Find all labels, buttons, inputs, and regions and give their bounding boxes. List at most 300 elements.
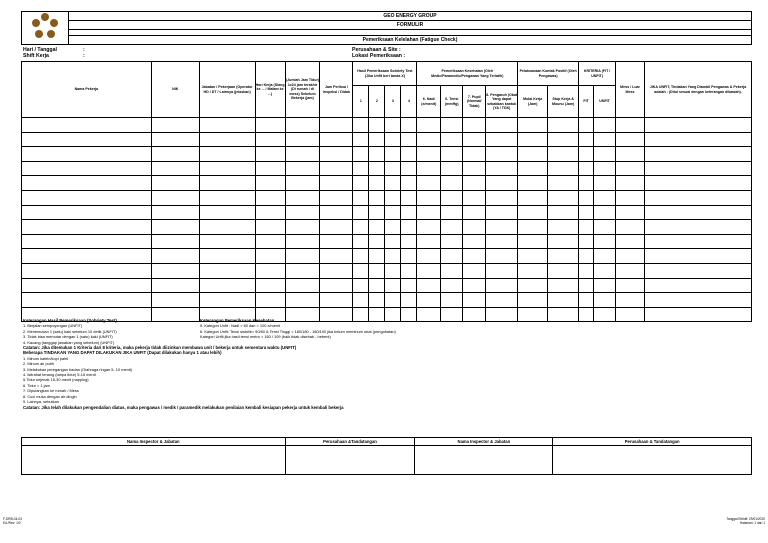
table-cell[interactable] — [255, 190, 285, 205]
table-cell[interactable] — [151, 190, 199, 205]
table-cell[interactable] — [645, 249, 752, 264]
table-cell[interactable] — [463, 118, 486, 133]
table-cell[interactable] — [369, 147, 385, 162]
table-cell[interactable] — [616, 147, 645, 162]
table-cell[interactable] — [151, 263, 199, 278]
sig-field[interactable] — [285, 446, 415, 475]
table-cell[interactable] — [285, 176, 320, 191]
table-cell[interactable] — [320, 147, 353, 162]
table-cell[interactable] — [151, 205, 199, 220]
table-cell[interactable] — [417, 205, 441, 220]
table-cell[interactable] — [353, 249, 369, 264]
notes-kesehatan-3: Kategori Unfit jika hasil tensi metro > 160 / 109 (baik tidak disebab - hebent) — [200, 334, 331, 340]
table-cell[interactable] — [385, 220, 401, 235]
fatigue-table — [21, 61, 752, 322]
table-cell[interactable] — [401, 293, 417, 308]
table-cell[interactable] — [22, 205, 152, 220]
table-cell[interactable] — [463, 263, 486, 278]
table-cell[interactable] — [548, 118, 579, 133]
table-cell[interactable] — [463, 132, 486, 147]
table-cell[interactable] — [385, 249, 401, 264]
table-cell[interactable] — [441, 190, 463, 205]
table-cell[interactable] — [385, 278, 401, 293]
table-cell[interactable] — [441, 205, 463, 220]
table-cell[interactable] — [369, 220, 385, 235]
table-cell[interactable] — [441, 118, 463, 133]
table-cell[interactable] — [255, 205, 285, 220]
table-cell[interactable] — [441, 161, 463, 176]
table-cell[interactable] — [486, 278, 518, 293]
table-cell[interactable] — [401, 234, 417, 249]
table-cell[interactable] — [645, 161, 752, 176]
table-cell[interactable] — [320, 278, 353, 293]
table-cell[interactable] — [22, 278, 152, 293]
table-cell[interactable] — [518, 147, 548, 162]
table-cell[interactable] — [417, 176, 441, 191]
col-nama: Nama Pekerja — [22, 62, 152, 118]
table-cell[interactable] — [417, 190, 441, 205]
table-cell[interactable] — [441, 234, 463, 249]
table-cell[interactable] — [594, 161, 616, 176]
company-logo-icon — [30, 12, 60, 42]
table-cell[interactable] — [616, 205, 645, 220]
table-cell[interactable] — [548, 132, 579, 147]
table-cell[interactable] — [320, 234, 353, 249]
table-cell[interactable] — [151, 220, 199, 235]
table-cell[interactable] — [417, 118, 441, 133]
table-cell[interactable] — [385, 147, 401, 162]
table-cell[interactable] — [579, 263, 594, 278]
table-cell[interactable] — [22, 161, 152, 176]
table-cell[interactable] — [518, 278, 548, 293]
table-cell[interactable] — [594, 132, 616, 147]
table-cell[interactable] — [417, 132, 441, 147]
table-cell[interactable] — [199, 161, 255, 176]
table-cell[interactable] — [255, 118, 285, 133]
table-cell[interactable] — [616, 307, 645, 322]
table-cell[interactable] — [518, 118, 548, 133]
table-cell[interactable] — [548, 190, 579, 205]
table-cell[interactable] — [486, 249, 518, 264]
table-cell[interactable] — [463, 176, 486, 191]
table-cell[interactable] — [616, 293, 645, 308]
info-right — [352, 47, 405, 59]
table-cell[interactable] — [255, 132, 285, 147]
table-cell[interactable] — [594, 234, 616, 249]
table-cell[interactable] — [385, 205, 401, 220]
table-row — [22, 278, 752, 293]
table-cell[interactable] — [594, 118, 616, 133]
table-cell[interactable] — [463, 147, 486, 162]
table-cell[interactable] — [199, 249, 255, 264]
table-cell[interactable] — [353, 118, 369, 133]
notes-sobriety-4: 4. Kacang (tanggap jawaban yang sebelum) (UNFIT) — [23, 339, 115, 345]
table-cell[interactable] — [385, 132, 401, 147]
table-cell[interactable] — [594, 307, 616, 322]
table-cell[interactable] — [22, 190, 152, 205]
table-cell[interactable] — [463, 161, 486, 176]
table-cell[interactable] — [151, 132, 199, 147]
table-cell[interactable] — [486, 234, 518, 249]
table-cell[interactable] — [645, 118, 752, 133]
table-cell[interactable] — [385, 293, 401, 308]
table-cell[interactable] — [645, 220, 752, 235]
table-cell[interactable] — [579, 190, 594, 205]
table-cell[interactable] — [320, 118, 353, 133]
table-cell[interactable] — [22, 293, 152, 308]
table-cell[interactable] — [22, 118, 152, 133]
table-row — [22, 132, 752, 147]
table-cell[interactable] — [255, 249, 285, 264]
kes-obat: 8. Pengaruh (Obat Yang dapat sebabkan kantuk (YA / TDK) — [486, 86, 518, 118]
table-cell[interactable] — [22, 220, 152, 235]
table-cell[interactable] — [486, 132, 518, 147]
table-cell[interactable] — [369, 234, 385, 249]
table-cell[interactable] — [369, 293, 385, 308]
table-cell[interactable] — [353, 147, 369, 162]
table-cell[interactable] — [579, 307, 594, 322]
table-cell[interactable] — [199, 132, 255, 147]
table-cell[interactable] — [353, 176, 369, 191]
table-cell[interactable] — [369, 132, 385, 147]
table-cell[interactable] — [151, 118, 199, 133]
table-cell[interactable] — [579, 293, 594, 308]
table-cell[interactable] — [579, 205, 594, 220]
table-cell[interactable] — [645, 263, 752, 278]
table-cell[interactable] — [518, 263, 548, 278]
table-cell[interactable] — [441, 132, 463, 147]
table-cell[interactable] — [401, 278, 417, 293]
table-cell[interactable] — [616, 263, 645, 278]
table-cell[interactable] — [594, 293, 616, 308]
table-cell[interactable] — [369, 161, 385, 176]
notes-right — [200, 318, 530, 340]
table-cell[interactable] — [199, 118, 255, 133]
table-cell[interactable] — [199, 293, 255, 308]
table-cell[interactable] — [151, 278, 199, 293]
table-cell[interactable] — [285, 234, 320, 249]
table-cell[interactable] — [369, 249, 385, 264]
table-cell[interactable] — [151, 234, 199, 249]
table-cell[interactable] — [255, 220, 285, 235]
table-cell[interactable] — [548, 176, 579, 191]
table-cell[interactable] — [645, 132, 752, 147]
table-cell[interactable] — [579, 147, 594, 162]
kontak-stop: Stop Kerja & Mounu (Jam) — [548, 86, 579, 118]
table-cell[interactable] — [579, 132, 594, 147]
table-cell[interactable] — [463, 249, 486, 264]
table-cell[interactable] — [369, 118, 385, 133]
table-cell[interactable] — [401, 249, 417, 264]
info-shift-label: Shift Kerja — [23, 53, 49, 59]
table-cell[interactable] — [579, 176, 594, 191]
table-cell[interactable] — [401, 118, 417, 133]
table-cell[interactable] — [285, 190, 320, 205]
sig-field[interactable] — [22, 446, 286, 475]
table-cell[interactable] — [385, 118, 401, 133]
table-cell[interactable] — [369, 205, 385, 220]
table-cell[interactable] — [285, 249, 320, 264]
table-cell[interactable] — [594, 190, 616, 205]
table-cell[interactable] — [417, 161, 441, 176]
table-cell[interactable] — [548, 293, 579, 308]
table-cell[interactable] — [616, 278, 645, 293]
table-cell[interactable] — [199, 190, 255, 205]
table-cell[interactable] — [353, 263, 369, 278]
table-cell[interactable] — [385, 263, 401, 278]
table-cell[interactable] — [486, 205, 518, 220]
table-cell[interactable] — [385, 176, 401, 191]
table-cell[interactable] — [616, 249, 645, 264]
table-cell[interactable] — [616, 220, 645, 235]
table-cell[interactable] — [401, 263, 417, 278]
table-cell[interactable] — [401, 220, 417, 235]
table-cell[interactable] — [199, 278, 255, 293]
table-cell[interactable] — [285, 161, 320, 176]
table-cell[interactable] — [385, 190, 401, 205]
table-cell[interactable] — [151, 176, 199, 191]
table-cell[interactable] — [594, 147, 616, 162]
table-cell[interactable] — [151, 147, 199, 162]
table-cell[interactable] — [401, 205, 417, 220]
table-cell[interactable] — [616, 176, 645, 191]
table-cell[interactable] — [518, 205, 548, 220]
table-cell[interactable] — [594, 205, 616, 220]
table-cell[interactable] — [518, 132, 548, 147]
table-cell[interactable] — [369, 263, 385, 278]
table-cell[interactable] — [441, 263, 463, 278]
table-cell[interactable] — [255, 278, 285, 293]
table-cell[interactable] — [285, 132, 320, 147]
table-cell[interactable] — [22, 147, 152, 162]
table-cell[interactable] — [22, 234, 152, 249]
table-cell[interactable] — [320, 249, 353, 264]
table-cell[interactable] — [320, 176, 353, 191]
table-cell[interactable] — [548, 234, 579, 249]
table-cell[interactable] — [320, 220, 353, 235]
table-row — [22, 293, 752, 308]
table-cell[interactable] — [369, 176, 385, 191]
table-cell[interactable] — [369, 278, 385, 293]
table-cell[interactable] — [518, 293, 548, 308]
table-cell[interactable] — [285, 220, 320, 235]
table-cell[interactable] — [579, 249, 594, 264]
table-cell[interactable] — [353, 205, 369, 220]
table-cell[interactable] — [645, 307, 752, 322]
table-cell[interactable] — [645, 147, 752, 162]
table-cell[interactable] — [594, 220, 616, 235]
table-cell[interactable] — [320, 205, 353, 220]
table-cell[interactable] — [151, 249, 199, 264]
table-cell[interactable] — [579, 220, 594, 235]
col-kesehatan: Pemeriksaan Kesehatan (Oleh Medic/Paramedic/Pengawas Yang Terlatih) — [417, 62, 518, 86]
table-cell[interactable] — [199, 176, 255, 191]
table-cell[interactable] — [548, 278, 579, 293]
table-cell[interactable] — [401, 176, 417, 191]
table-cell[interactable] — [441, 278, 463, 293]
footer-effective-date: Tanggal Efektif: 29/01/2020 — [726, 517, 765, 521]
table-cell[interactable] — [463, 278, 486, 293]
table-cell[interactable] — [616, 118, 645, 133]
table-cell[interactable] — [518, 234, 548, 249]
table-cell[interactable] — [616, 161, 645, 176]
table-cell[interactable] — [417, 220, 441, 235]
table-cell[interactable] — [441, 147, 463, 162]
table-cell[interactable] — [255, 147, 285, 162]
table-cell[interactable] — [594, 176, 616, 191]
table-cell[interactable] — [579, 161, 594, 176]
table-cell[interactable] — [285, 205, 320, 220]
table-cell[interactable] — [518, 220, 548, 235]
table-body — [22, 118, 752, 322]
table-cell[interactable] — [441, 293, 463, 308]
table-cell[interactable] — [579, 234, 594, 249]
notes-sobriety-3: 3. Tidak bisa memutar dengan 1 (satu) kaki (UNFIT) — [23, 334, 113, 340]
table-cell[interactable] — [417, 234, 441, 249]
table-cell[interactable] — [385, 161, 401, 176]
table-cell[interactable] — [353, 234, 369, 249]
table-cell[interactable] — [463, 190, 486, 205]
table-cell[interactable] — [594, 263, 616, 278]
table-cell[interactable] — [199, 220, 255, 235]
table-cell[interactable] — [285, 147, 320, 162]
table-cell[interactable] — [518, 190, 548, 205]
table-cell[interactable] — [645, 205, 752, 220]
table-cell[interactable] — [645, 190, 752, 205]
table-cell[interactable] — [441, 249, 463, 264]
table-cell[interactable] — [151, 293, 199, 308]
table-cell[interactable] — [353, 132, 369, 147]
col-jabatan: Jabatan / Pekerjaan (Operator HD / DT / Lainnya (jelaskan) — [199, 62, 255, 118]
table-cell[interactable] — [463, 220, 486, 235]
table-cell[interactable] — [353, 190, 369, 205]
table-cell[interactable] — [518, 176, 548, 191]
table-cell[interactable] — [22, 176, 152, 191]
form-title: Pemeriksaan Kelelahan (Fatigue Check) — [69, 35, 752, 44]
table-cell[interactable] — [353, 293, 369, 308]
table-cell[interactable] — [255, 176, 285, 191]
table-cell[interactable] — [548, 249, 579, 264]
table-cell[interactable] — [255, 263, 285, 278]
table-cell[interactable] — [548, 161, 579, 176]
table-cell[interactable] — [486, 263, 518, 278]
table-cell[interactable] — [616, 234, 645, 249]
table-cell[interactable] — [645, 176, 752, 191]
table-cell[interactable] — [22, 263, 152, 278]
table-cell[interactable] — [353, 161, 369, 176]
table-cell[interactable] — [645, 234, 752, 249]
table-cell[interactable] — [645, 293, 752, 308]
table-cell[interactable] — [616, 132, 645, 147]
table-cell[interactable] — [285, 118, 320, 133]
table-cell[interactable] — [199, 147, 255, 162]
table-cell[interactable] — [385, 234, 401, 249]
table-cell[interactable] — [255, 234, 285, 249]
table-cell[interactable] — [417, 249, 441, 264]
kriteria-fit: FIT — [579, 86, 594, 118]
table-cell[interactable] — [199, 263, 255, 278]
table-cell[interactable] — [616, 190, 645, 205]
table-cell[interactable] — [486, 220, 518, 235]
table-cell[interactable] — [463, 234, 486, 249]
table-row — [22, 234, 752, 249]
table-cell[interactable] — [579, 118, 594, 133]
table-cell[interactable] — [486, 161, 518, 176]
table-cell[interactable] — [369, 190, 385, 205]
table-cell[interactable] — [486, 176, 518, 191]
table-cell[interactable] — [548, 263, 579, 278]
table-cell[interactable] — [22, 249, 152, 264]
table-cell[interactable] — [441, 220, 463, 235]
table-cell[interactable] — [594, 278, 616, 293]
table-cell[interactable] — [199, 205, 255, 220]
kes-pupil: 7. Pupil (Normal/ Tidak) — [463, 86, 486, 118]
table-cell[interactable] — [320, 263, 353, 278]
logo-cell — [22, 12, 69, 45]
table-cell[interactable] — [285, 263, 320, 278]
table-cell[interactable] — [417, 147, 441, 162]
table-cell[interactable] — [548, 220, 579, 235]
table-cell[interactable] — [548, 307, 579, 322]
table-cell[interactable] — [417, 293, 441, 308]
table-cell[interactable] — [548, 205, 579, 220]
notes-tindakan-title: Beberapa TINDAKAN YANG DAPAT DILAKUKAN JIKA UNFIT (Dapat dilakukan hanya 1 atau lebih) — [23, 350, 222, 356]
table-cell[interactable] — [285, 293, 320, 308]
notes-kesehatan-1: 5. Kategori Unfit : Nadi > 60 dan > 100 x/menit — [200, 323, 281, 329]
table-cell[interactable] — [463, 293, 486, 308]
sobriety-4: 4 — [401, 86, 417, 118]
table-cell[interactable] — [353, 278, 369, 293]
table-cell[interactable] — [353, 220, 369, 235]
table-cell[interactable] — [441, 176, 463, 191]
table-cell[interactable] — [401, 190, 417, 205]
table-cell[interactable] — [417, 278, 441, 293]
table-cell[interactable] — [486, 118, 518, 133]
table-cell[interactable] — [320, 293, 353, 308]
table-cell[interactable] — [518, 161, 548, 176]
table-cell[interactable] — [151, 161, 199, 176]
table-row — [22, 220, 752, 235]
sig-field[interactable] — [415, 446, 553, 475]
tindakan-item: 7. Dipulangkan ke rumah / Mess — [23, 388, 79, 394]
table-cell[interactable] — [417, 263, 441, 278]
table-cell[interactable] — [518, 249, 548, 264]
table-cell[interactable] — [320, 161, 353, 176]
table-cell[interactable] — [401, 161, 417, 176]
col-mess: Mess / Luar Mess — [616, 62, 645, 118]
table-cell[interactable] — [486, 190, 518, 205]
table-cell[interactable] — [594, 249, 616, 264]
table-cell[interactable] — [548, 147, 579, 162]
col-jam-tidur: (Jumlah Jam Tidur) 1x24 jam terakhir (Di rumah / di mess) Sebelum Bekerja (jam) — [285, 62, 320, 118]
table-cell[interactable] — [285, 278, 320, 293]
notes-sobriety-2: 2. Menemukan 1 (satu) kaki sebelum 10 detik (UNFIT) — [23, 328, 117, 334]
table-cell[interactable] — [579, 278, 594, 293]
sig-field[interactable] — [553, 446, 752, 475]
table-cell[interactable] — [645, 278, 752, 293]
table-cell[interactable] — [401, 147, 417, 162]
table-cell[interactable] — [255, 293, 285, 308]
table-cell[interactable] — [255, 161, 285, 176]
table-cell[interactable] — [199, 234, 255, 249]
table-cell[interactable] — [22, 132, 152, 147]
table-cell[interactable] — [486, 293, 518, 308]
table-cell[interactable] — [401, 132, 417, 147]
table-cell[interactable] — [486, 147, 518, 162]
table-cell[interactable] — [463, 205, 486, 220]
table-cell[interactable] — [320, 132, 353, 147]
table-cell[interactable] — [320, 190, 353, 205]
